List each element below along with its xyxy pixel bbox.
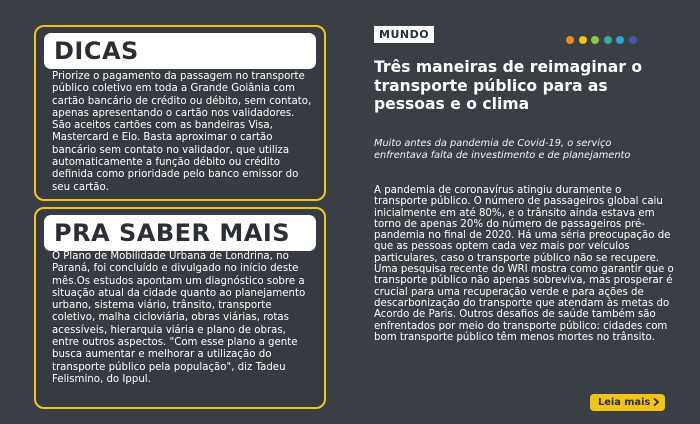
article-subtitle: Muito antes da pandemia de Covid-19, o serviço enfrentava falta de investimento e de planejamento xyxy=(374,138,631,162)
article-body: A pandemia de coronavírus atingiu duramente o transporte público. O número de passageiros global caiu inicialmente em até 80%, e o trânsito ainda estava em torno de apenas 20% do número de passageiros pré-pandemia no final de 2020. Há uma séria preocupação de que as pessoas optem cada vez mais por veículos particulares, caso o transporte público não se recupere. Uma pesquisa recente do WRI mostra como garantir que o transporte público não apenas sobreviva, mas prosperar é crucial para uma recuperação verde e para ações de descarbonização do transporte que atendam às metas do Acordo de Paris. Outros desafios de saúde também são enfrentados por meio do transporte público: cidades com bom transporte público têm menos mortes no trânsito. xyxy=(374,185,674,343)
color-dot xyxy=(566,36,574,44)
chevron-right-icon xyxy=(653,397,659,408)
color-dots xyxy=(566,29,642,48)
pra-saber-mais-card xyxy=(34,207,326,409)
pra-saber-mais-body: O Plano de Mobilidade Urbana de Londrina, no Paraná, foi concluído e divulgado no início deste mês.Os estudos apontam um diagnóstico sobre a situação atual da cidade quanto ao planejamento urbano, sistema viário, trânsito, transporte coletivo, malha cicloviária, obras viárias, rotas acessíveis, hierarquia viária e plano de obras, entre outros aspectos. "Com esse plano a gente busca aumentar e melhorar a utilização do transporte público pela população", diz Tadeu Felismino, do Ippul. xyxy=(52,251,306,385)
section-tag: MUNDO xyxy=(374,26,434,43)
color-dot xyxy=(604,36,612,44)
dicas-card xyxy=(34,25,326,201)
color-dot xyxy=(616,36,624,44)
color-dot xyxy=(591,36,599,44)
read-more-label: Leia mais xyxy=(598,397,651,408)
dicas-body: Priorize o pagamento da passagem no transporte público coletivo em toda a Grande Goiânia com cartão bancário de crédito ou débito, sem contato, apenas apresentando o cartão nos validadores. São aceitos cartões com as bandeiras Visa, Mastercard e Elo. Basta aproximar o cartão bancário sem contato no validador, que utiliza automaticamente a função débito ou crédito definida como prioridade pelo banco emissor do seu cartão. xyxy=(52,71,312,193)
color-dot xyxy=(579,36,587,44)
article-headline: Três maneiras de reimaginar o transporte público para as pessoas e o clima xyxy=(374,58,643,113)
color-dot xyxy=(629,36,637,44)
read-more-button[interactable] xyxy=(590,394,665,411)
pra-saber-mais-title: PRA SABER MAIS xyxy=(44,215,316,251)
dicas-title: DICAS xyxy=(44,33,316,69)
